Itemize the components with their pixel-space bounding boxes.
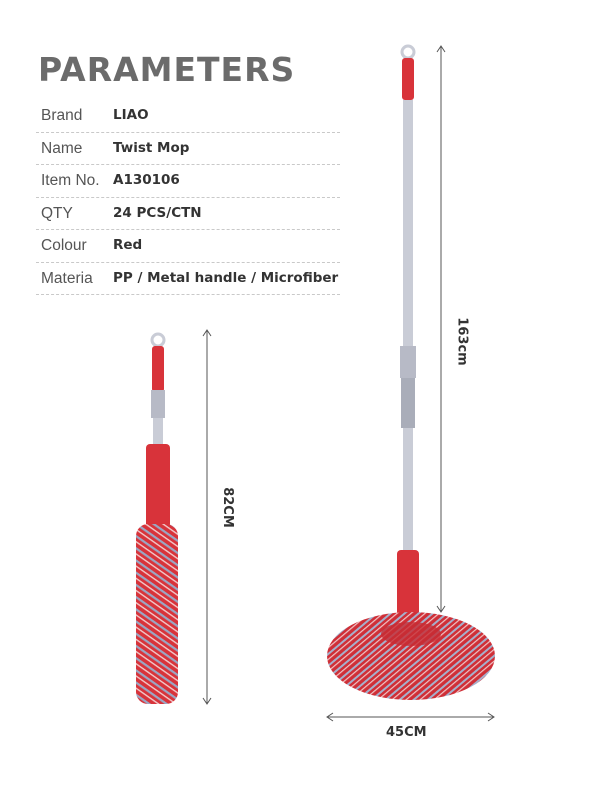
full-mop bbox=[327, 46, 495, 700]
param-label: Item No. bbox=[41, 172, 100, 189]
param-label: Name bbox=[41, 139, 83, 157]
handle-shaft bbox=[153, 418, 163, 444]
dimension-arrow-45 bbox=[327, 713, 494, 721]
handle-grip bbox=[402, 58, 414, 100]
mop-head-twisted bbox=[136, 524, 178, 704]
dimension-arrow-82 bbox=[203, 330, 211, 704]
hang-ring-icon bbox=[402, 46, 414, 58]
handle-grip bbox=[152, 346, 164, 392]
handle-lower-tube bbox=[403, 428, 413, 552]
param-value: 24 PCS/CTN bbox=[113, 204, 202, 221]
param-value: LIAO bbox=[113, 107, 149, 123]
dimension-label-82: 82CM bbox=[219, 487, 235, 528]
hang-ring-icon bbox=[152, 334, 164, 346]
handle-upper-tube bbox=[403, 100, 413, 348]
handle-lock-thread bbox=[401, 378, 415, 428]
dimension-arrow-163 bbox=[437, 46, 445, 612]
param-value: PP / Metal handle / Microfiber bbox=[113, 269, 339, 286]
param-label: Colour bbox=[41, 237, 87, 254]
mop-neck bbox=[146, 444, 170, 528]
handle-lock bbox=[400, 346, 416, 378]
param-label: Materia bbox=[41, 269, 93, 287]
param-value: A130106 bbox=[113, 172, 180, 188]
param-value: Twist Mop bbox=[113, 139, 190, 156]
folded-mop bbox=[136, 334, 178, 704]
page-title: PARAMETERS bbox=[38, 50, 296, 89]
param-value: Red bbox=[113, 237, 143, 253]
handle-collar bbox=[151, 390, 165, 418]
dimension-label-45: 45CM bbox=[386, 725, 427, 740]
param-label: Brand bbox=[41, 107, 83, 124]
param-label: QTY bbox=[41, 204, 73, 222]
dimension-label-163: 163cm bbox=[454, 317, 470, 366]
